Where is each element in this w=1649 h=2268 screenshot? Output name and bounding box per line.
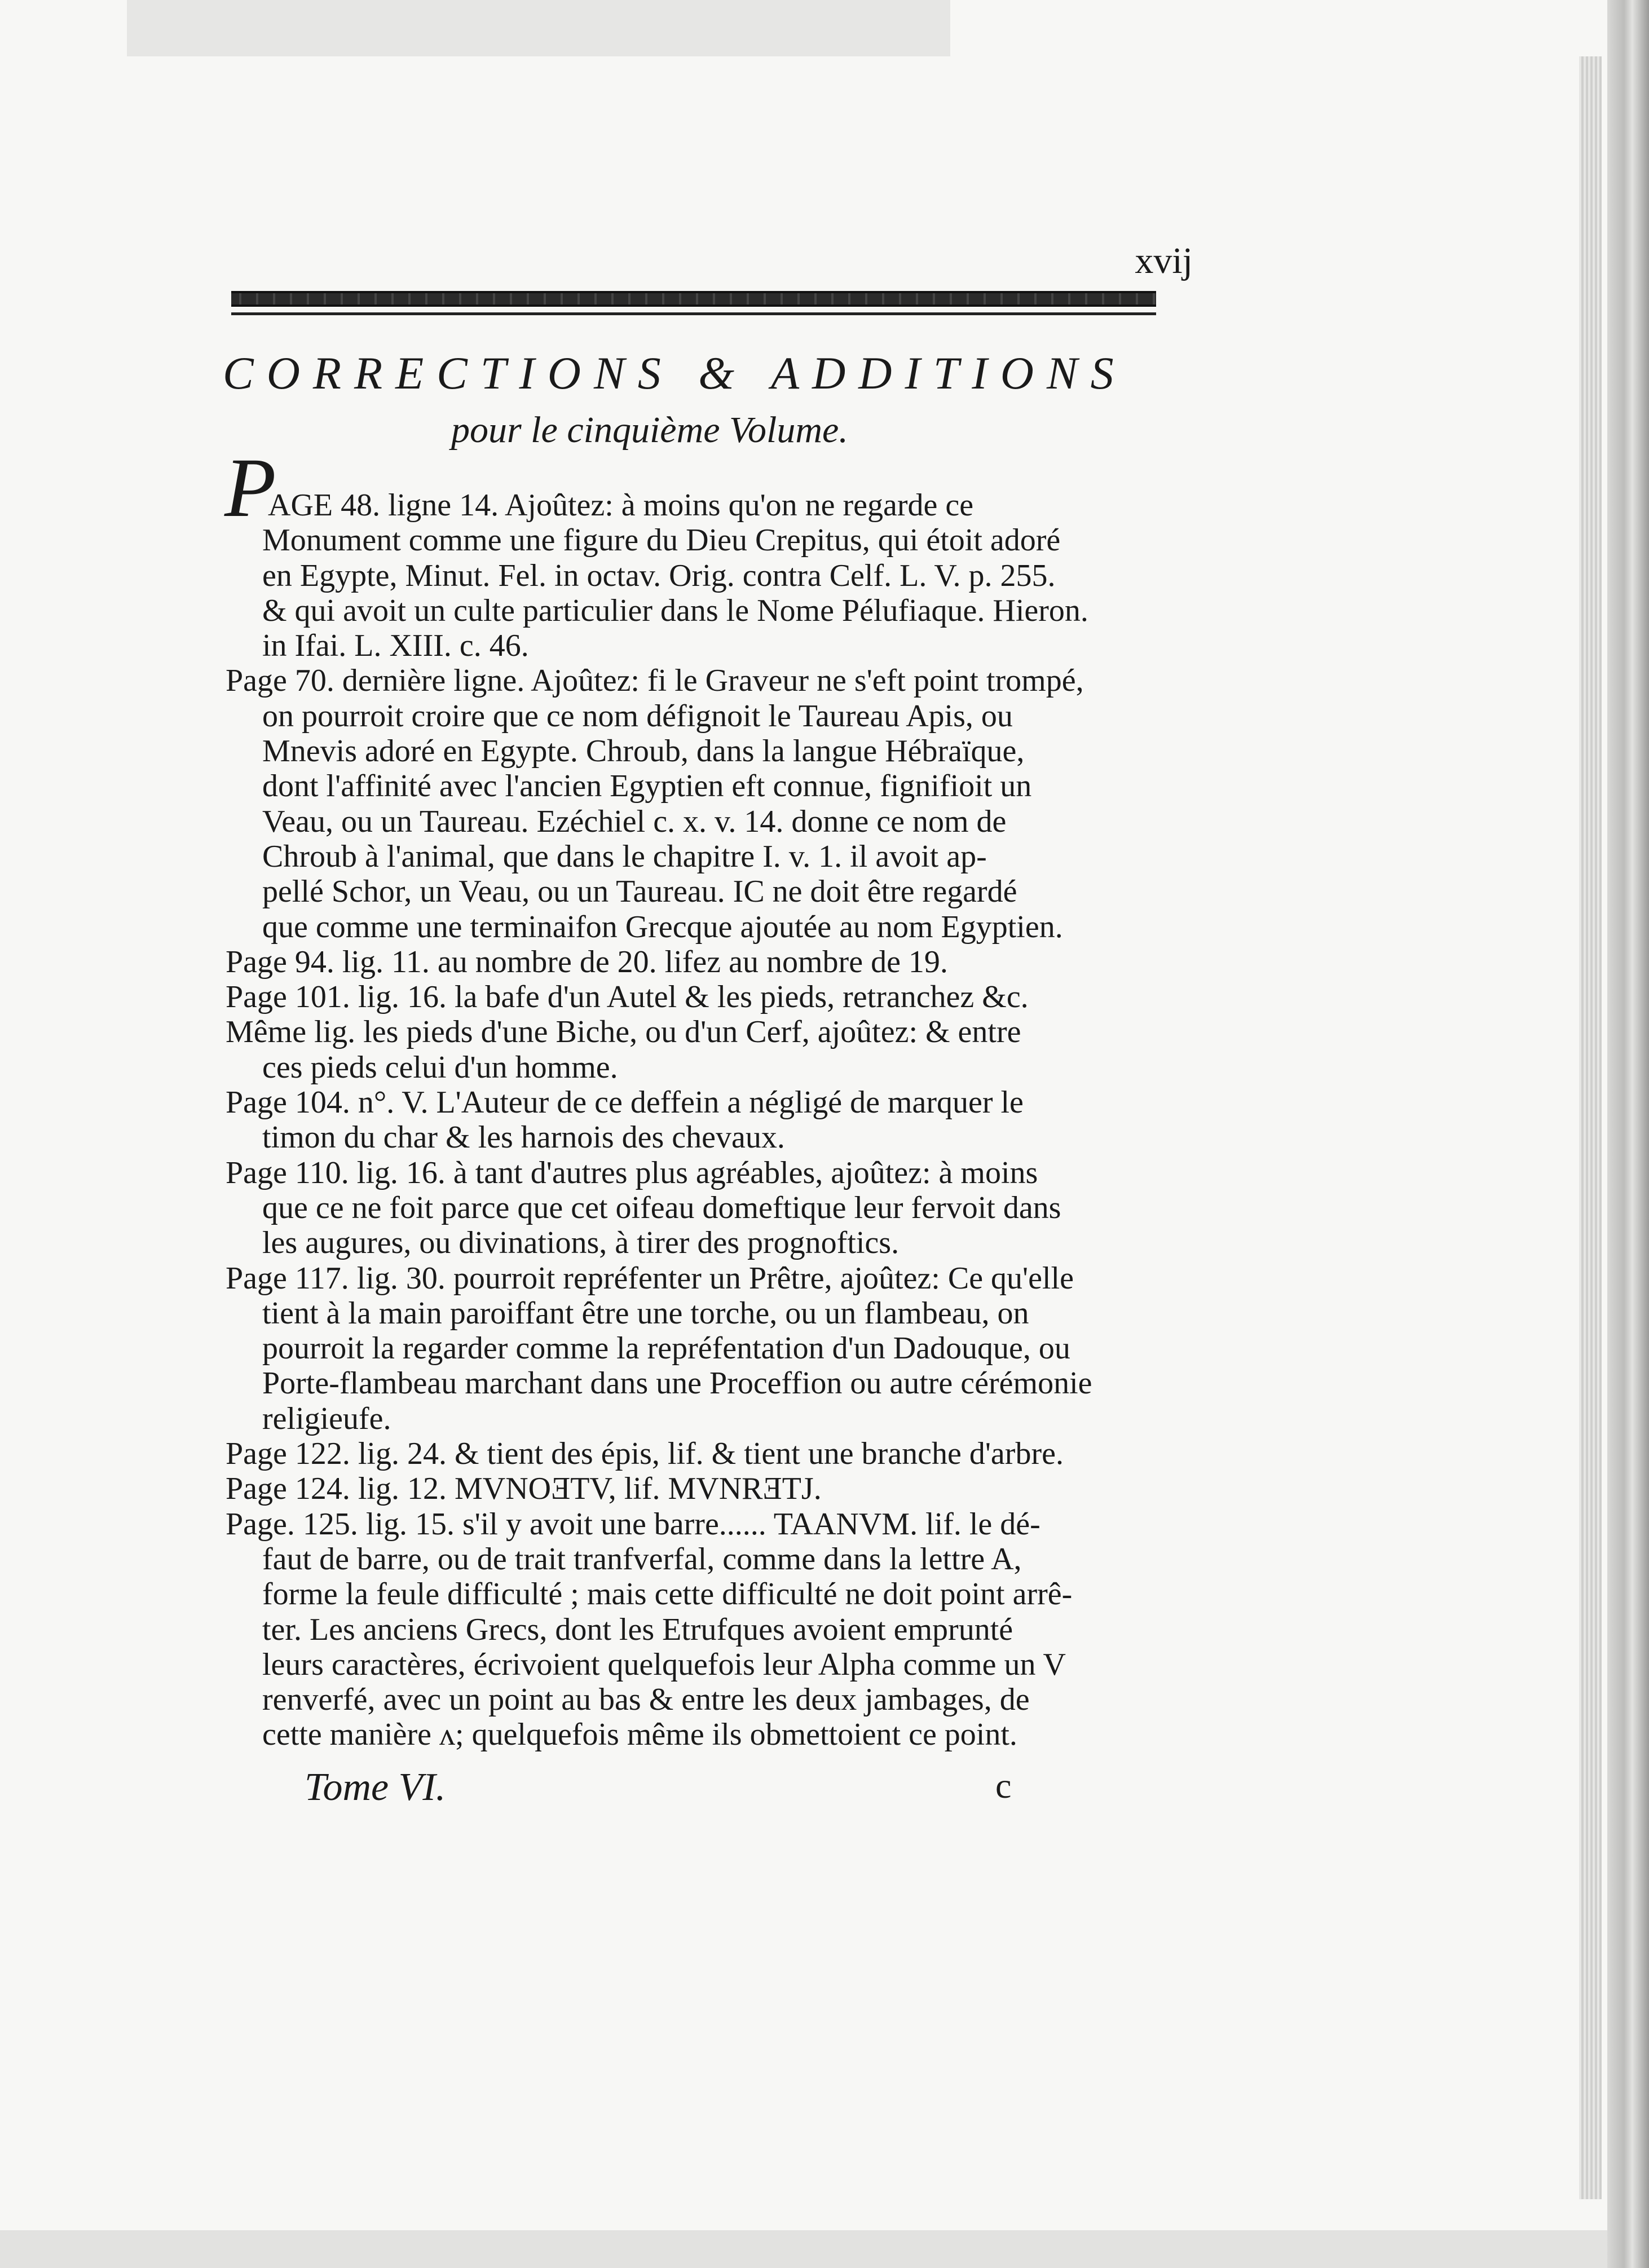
text-line: Veau, ou un Taureau. Ezéchiel c. x. v. 14. donne ce nom de — [262, 804, 1007, 839]
text-line: Page 104. n°. V. L'Auteur de ce deffein a négligé de marquer le — [226, 1085, 1024, 1120]
text-line: leurs caractères, écrivoient quelquefois leur Alpha comme un V — [262, 1647, 1066, 1682]
page-edge — [1607, 0, 1649, 2268]
drop-cap: P — [224, 441, 276, 535]
page-subtitle: pour le cinquième Volume. — [451, 409, 848, 451]
text-line: les augures, ou divinations, à tirer des prognoftics. — [262, 1225, 900, 1261]
text-line: que ce ne foit parce que cet oifeau domeftique leur fervoit dans — [262, 1190, 1061, 1225]
text-line: pourroit la regarder comme la repréfentation d'un Dadouque, ou — [262, 1331, 1070, 1366]
text-line: faut de barre, ou de trait tranfverfal, comme dans la lettre A, — [262, 1541, 1022, 1577]
text-line: & qui avoit un culte particulier dans le Nome Pélufiaque. Hieron. — [262, 593, 1088, 628]
scan-top-strip — [127, 0, 950, 56]
page-fore-edge — [1579, 56, 1602, 2199]
text-line: Page 70. dernière ligne. Ajoûtez: fi le Graveur ne s'eft point trompé, — [226, 663, 1084, 699]
corrections-list — [226, 488, 1165, 1753]
text-line: Monument comme une figure du Dieu Crepitus, qui étoit adoré — [262, 523, 1061, 558]
text-line: Page 124. lig. 12. MVNOƎTV, lif. MVNRƎTJ. — [226, 1471, 822, 1507]
text-line: dont l'affinité avec l'ancien Egyptien eft connue, fignifioit un — [262, 769, 1032, 804]
text-line: Page 122. lig. 24. & tient des épis, lif. & tient une branche d'arbre. — [226, 1436, 1064, 1472]
text-line: forme la feule difficulté ; mais cette difficulté ne doit point arrê- — [262, 1577, 1073, 1612]
text-line: ter. Les anciens Grecs, dont les Etrufques avoient emprunté — [262, 1612, 1013, 1647]
text-line: pellé Schor, un Veau, ou un Taureau. IC ne doit être regardé — [262, 874, 1017, 910]
text-line: tient à la main paroiffant être une torche, ou un flambeau, on — [262, 1295, 1029, 1331]
text-line: Page 101. lig. 16. la bafe d'un Autel & les pieds, retranchez &c. — [226, 979, 1029, 1015]
text-line: on pourroit croire que ce nom défignoit le Taureau Apis, ou — [262, 698, 1013, 734]
signature-mark: c — [995, 1766, 1012, 1806]
ornamental-rule — [231, 291, 1156, 307]
text-line: ces pieds celui d'un homme. — [262, 1049, 618, 1085]
text-line: Porte-flambeau marchant dans une Proceffion ou autre cérémonie — [262, 1366, 1092, 1401]
signature-volume: Tome VI. — [305, 1766, 446, 1809]
text-line: AGE 48. ligne 14. Ajoûtez: à moins qu'on ne regarde ce — [268, 488, 974, 523]
scan-bottom-strip — [0, 2230, 1607, 2268]
folio-number: xvij — [1135, 240, 1193, 281]
text-line: cette manière ᴧ; quelquefois même ils obmettoient ce point. — [262, 1717, 1017, 1753]
text-line: Même lig. les pieds d'une Biche, ou d'un Cerf, ajoûtez: & entre — [226, 1014, 1021, 1050]
text-line: Page 117. lig. 30. pourroit repréfenter un Prêtre, ajoûtez: Ce qu'elle — [226, 1260, 1074, 1296]
text-line: timon du char & les harnois des chevaux. — [262, 1120, 785, 1155]
text-line: renverfé, avec un point au bas & entre les deux jambages, de — [262, 1682, 1030, 1718]
text-line: in Ifai. L. XIII. c. 46. — [262, 628, 529, 664]
text-line: en Egypte, Minut. Fel. in octav. Orig. contra Celf. L. V. p. 255. — [262, 558, 1056, 593]
text-line: que comme une terminaifon Grecque ajoutée au nom Egyptien. — [262, 909, 1063, 945]
text-line: Page 94. lig. 11. au nombre de 20. lifez au nombre de 19. — [226, 944, 948, 979]
page-title: CORRECTIONS & ADDITIONS — [223, 347, 1127, 399]
text-line: Mnevis adoré en Egypte. Chroub, dans la langue Hébraïque, — [262, 734, 1025, 769]
text-line: religieufe. — [262, 1401, 391, 1436]
thin-rule — [231, 312, 1156, 315]
text-line: Page 110. lig. 16. à tant d'autres plus agréables, ajoûtez: à moins — [226, 1155, 1038, 1190]
text-line: Chroub à l'animal, que dans le chapitre I. v. 1. il avoit ap- — [262, 839, 987, 874]
text-line: Page. 125. lig. 15. s'il y avoit une barre...... TAANVM. lif. le dé- — [226, 1506, 1040, 1542]
